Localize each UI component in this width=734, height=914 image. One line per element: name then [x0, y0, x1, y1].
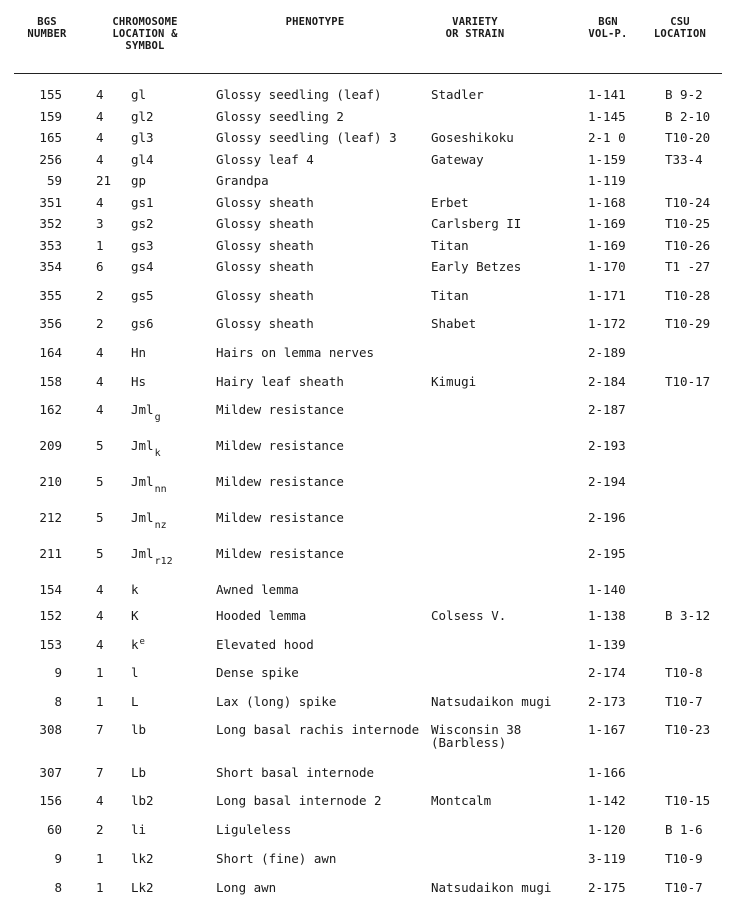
csu-location-cell: T10-24: [665, 195, 711, 210]
csu-location-cell: T1 -27: [665, 259, 711, 274]
chromosome-cell: 4: [96, 793, 104, 808]
phenotype-cell: Grandpa: [216, 173, 269, 188]
chromosome-cell: 4: [96, 374, 104, 389]
bgs-number-cell: 308: [39, 722, 62, 737]
table-row: [0, 195, 734, 211]
chromosome-cell: 2: [96, 316, 104, 331]
bgs-number-cell: 8: [54, 694, 62, 709]
symbol-base: gs6: [131, 316, 154, 331]
csu-location-cell: T10-29: [665, 316, 711, 331]
symbol-cell: [131, 546, 173, 567]
symbol-cell: [131, 608, 139, 624]
symbol-base: lb: [131, 722, 147, 737]
chromosome-cell: 5: [96, 546, 104, 561]
symbol-base: li: [131, 822, 147, 837]
symbol-cell: [131, 259, 154, 275]
csu-location-cell: B 1-6: [665, 822, 703, 837]
bgn-volume-cell: 1-139: [588, 637, 626, 652]
chromosome-cell: 4: [96, 195, 104, 210]
chromosome-cell: 1: [96, 665, 104, 680]
bgs-number-cell: 156: [39, 793, 62, 808]
column-header-bgn: BGN VOL-P.: [588, 16, 628, 40]
phenotype-cell: Mildew resistance: [216, 510, 344, 525]
bgs-number-cell: 165: [39, 130, 62, 145]
phenotype-cell: Glossy sheath: [216, 316, 314, 331]
symbol-cell: [131, 152, 154, 168]
table-row: [0, 880, 734, 896]
table-row: [0, 582, 734, 598]
bgs-number-cell: 211: [39, 546, 62, 561]
symbol-base: Jml: [131, 438, 154, 453]
phenotype-cell: Dense spike: [216, 665, 299, 680]
bgs-number-cell: 9: [54, 851, 62, 866]
variety-cell: Kimugi: [431, 374, 477, 389]
bgn-volume-cell: 2-193: [588, 438, 626, 453]
chromosome-cell: 4: [96, 608, 104, 623]
bgn-volume-cell: 1-169: [588, 216, 626, 231]
symbol-cell: [131, 130, 154, 146]
csu-location-cell: T10-7: [665, 880, 703, 895]
symbol-cell: [131, 694, 139, 710]
symbol-cell: [131, 374, 146, 390]
csu-location-cell: B 2-10: [665, 109, 711, 124]
chromosome-cell: 4: [96, 582, 104, 597]
symbol-superscript: e: [139, 637, 145, 647]
table-row: [0, 130, 734, 146]
column-header-bgs-number: BGS NUMBER: [27, 16, 67, 40]
symbol-base: gs3: [131, 238, 154, 253]
symbol-base: gl: [131, 87, 147, 102]
variety-cell: Early Betzes: [431, 259, 522, 274]
phenotype-cell: Long awn: [216, 880, 277, 895]
symbol-base: k: [131, 637, 139, 652]
symbol-base: Jml: [131, 510, 154, 525]
variety-cell: Colsess V.: [431, 608, 507, 623]
table-row: [0, 87, 734, 103]
bgn-volume-cell: 2-174: [588, 665, 626, 680]
phenotype-cell: Elevated hood: [216, 637, 314, 652]
chromosome-cell: 5: [96, 438, 104, 453]
symbol-cell: [131, 216, 154, 232]
symbol-subscript: nz: [154, 520, 167, 531]
table-row: [0, 765, 734, 781]
symbol-cell: [131, 637, 145, 655]
symbol-base: Hs: [131, 374, 147, 389]
bgn-volume-cell: 2-184: [588, 374, 626, 389]
phenotype-cell: Glossy seedling (leaf): [216, 87, 382, 102]
symbol-base: gs2: [131, 216, 154, 231]
chromosome-cell: 4: [96, 345, 104, 360]
chromosome-cell: 4: [96, 637, 104, 652]
chromosome-cell: 7: [96, 722, 104, 737]
symbol-subscript: k: [154, 448, 161, 459]
variety-cell: Natsudaikon mugi: [431, 880, 552, 895]
bgs-number-cell: 209: [39, 438, 62, 453]
chromosome-cell: 5: [96, 510, 104, 525]
symbol-cell: [131, 765, 146, 781]
symbol-base: lk2: [131, 851, 154, 866]
phenotype-cell: Lax (long) spike: [216, 694, 337, 709]
phenotype-cell: Hooded lemma: [216, 608, 307, 623]
symbol-base: lb2: [131, 793, 154, 808]
symbol-base: gl2: [131, 109, 154, 124]
bgn-volume-cell: 1-159: [588, 152, 626, 167]
bgs-number-cell: 307: [39, 765, 62, 780]
chromosome-cell: 4: [96, 152, 104, 167]
csu-location-cell: T33-4: [665, 152, 703, 167]
chromosome-cell: 4: [96, 109, 104, 124]
symbol-cell: [131, 87, 146, 103]
bgn-volume-cell: 2-194: [588, 474, 626, 489]
csu-location-cell: T10-25: [665, 216, 711, 231]
bgs-number-cell: 154: [39, 582, 62, 597]
csu-location-cell: T10-7: [665, 694, 703, 709]
bgs-number-cell: 210: [39, 474, 62, 489]
symbol-cell: [131, 288, 154, 304]
table-row: [0, 637, 734, 653]
phenotype-cell: Glossy seedling 2: [216, 109, 344, 124]
bgs-number-cell: 9: [54, 665, 62, 680]
table-row: [0, 694, 734, 710]
phenotype-cell: Short basal internode: [216, 765, 375, 780]
chromosome-cell: 7: [96, 765, 104, 780]
bgn-volume-cell: 1-166: [588, 765, 626, 780]
bgs-number-cell: 8: [54, 880, 62, 895]
symbol-base: K: [131, 608, 139, 623]
bgs-number-cell: 356: [39, 316, 62, 331]
variety-cell: Montcalm: [431, 793, 492, 808]
table-row: [0, 793, 734, 809]
variety-cell: Wisconsin 38 (Barbless): [431, 722, 522, 750]
table-row: [0, 288, 734, 304]
symbol-base: Jml: [131, 402, 154, 417]
table-row: [0, 546, 734, 567]
symbol-base: Lk2: [131, 880, 154, 895]
symbol-base: l: [131, 665, 139, 680]
csu-location-cell: B 9-2: [665, 87, 703, 102]
symbol-base: gs1: [131, 195, 154, 210]
variety-cell: Stadler: [431, 87, 484, 102]
bgn-volume-cell: 2-187: [588, 402, 626, 417]
variety-cell: Goseshikoku: [431, 130, 514, 145]
variety-cell: Shabet: [431, 316, 477, 331]
chromosome-cell: 1: [96, 694, 104, 709]
bgn-volume-cell: 1-138: [588, 608, 626, 623]
bgn-volume-cell: 1-141: [588, 87, 626, 102]
table-row: [0, 259, 734, 275]
bgs-number-cell: 60: [46, 822, 62, 837]
bgs-number-cell: 352: [39, 216, 62, 231]
csu-location-cell: T10-26: [665, 238, 711, 253]
csu-location-cell: T10-23: [665, 722, 711, 737]
header-rule: [14, 73, 722, 74]
csu-location-cell: T10-28: [665, 288, 711, 303]
bgn-volume-cell: 2-196: [588, 510, 626, 525]
bgn-volume-cell: 1-172: [588, 316, 626, 331]
table-row: [0, 722, 734, 750]
table-row: [0, 374, 734, 390]
phenotype-cell: Glossy leaf 4: [216, 152, 314, 167]
table-row: [0, 510, 734, 531]
bgn-volume-cell: 3-119: [588, 851, 626, 866]
phenotype-cell: Mildew resistance: [216, 402, 344, 417]
bgs-number-cell: 212: [39, 510, 62, 525]
symbol-base: gl4: [131, 152, 154, 167]
symbol-base: L: [131, 694, 139, 709]
chromosome-cell: 4: [96, 130, 104, 145]
symbol-cell: [131, 195, 154, 211]
phenotype-cell: Mildew resistance: [216, 546, 344, 561]
bgn-volume-cell: 2-1 0: [588, 130, 626, 145]
table-row: [0, 822, 734, 838]
table-row: [0, 152, 734, 168]
chromosome-cell: 2: [96, 288, 104, 303]
bgn-volume-cell: 1-119: [588, 173, 626, 188]
chromosome-cell: 1: [96, 238, 104, 253]
phenotype-cell: Long basal rachis internode: [216, 722, 420, 737]
bgn-volume-cell: 1-145: [588, 109, 626, 124]
table-row: [0, 402, 734, 423]
phenotype-cell: Long basal internode 2: [216, 793, 382, 808]
bgn-volume-cell: 1-167: [588, 722, 626, 737]
table-row: [0, 316, 734, 332]
bgn-volume-cell: 1-170: [588, 259, 626, 274]
phenotype-cell: Hairy leaf sheath: [216, 374, 344, 389]
csu-location-cell: T10-8: [665, 665, 703, 680]
bgs-number-cell: 158: [39, 374, 62, 389]
column-header-csu: CSU LOCATION: [653, 16, 707, 40]
table-row: [0, 665, 734, 681]
phenotype-cell: Glossy seedling (leaf) 3: [216, 130, 397, 145]
bgn-volume-cell: 2-189: [588, 345, 626, 360]
variety-cell: Titan: [431, 288, 469, 303]
symbol-base: gp: [131, 173, 147, 188]
table-row: [0, 238, 734, 254]
phenotype-cell: Glossy sheath: [216, 216, 314, 231]
table-row: [0, 608, 734, 624]
csu-location-cell: T10-15: [665, 793, 711, 808]
symbol-cell: [131, 345, 146, 361]
symbol-cell: [131, 582, 139, 598]
symbol-base: gl3: [131, 130, 154, 145]
bgn-volume-cell: 2-173: [588, 694, 626, 709]
symbol-cell: [131, 173, 146, 189]
chromosome-cell: 5: [96, 474, 104, 489]
phenotype-cell: Mildew resistance: [216, 438, 344, 453]
symbol-base: gs5: [131, 288, 154, 303]
bgs-number-cell: 162: [39, 402, 62, 417]
symbol-base: Jml: [131, 474, 154, 489]
symbol-cell: [131, 822, 146, 838]
csu-location-cell: B 3-12: [665, 608, 711, 623]
bgs-number-cell: 155: [39, 87, 62, 102]
symbol-cell: [131, 109, 154, 125]
symbol-cell: [131, 474, 167, 495]
bgn-volume-cell: 1-169: [588, 238, 626, 253]
table-row: [0, 851, 734, 867]
column-header-chromosome: CHROMOSOME LOCATION & SYMBOL: [112, 16, 178, 52]
symbol-base: Lb: [131, 765, 147, 780]
variety-cell: Titan: [431, 238, 469, 253]
csu-location-cell: T10-20: [665, 130, 711, 145]
bgn-volume-cell: 1-140: [588, 582, 626, 597]
symbol-cell: [131, 880, 154, 896]
bgn-volume-cell: 1-120: [588, 822, 626, 837]
symbol-cell: [131, 316, 154, 332]
table-row: [0, 474, 734, 495]
bgs-number-cell: 59: [46, 173, 62, 188]
chromosome-cell: 1: [96, 880, 104, 895]
bgn-volume-cell: 1-142: [588, 793, 626, 808]
bgs-number-cell: 355: [39, 288, 62, 303]
bgn-volume-cell: 2-175: [588, 880, 626, 895]
bgs-number-cell: 351: [39, 195, 62, 210]
symbol-cell: [131, 793, 154, 809]
phenotype-cell: Glossy sheath: [216, 288, 314, 303]
table-row: [0, 173, 734, 189]
bgs-number-cell: 353: [39, 238, 62, 253]
chromosome-cell: 3: [96, 216, 104, 231]
phenotype-cell: Awned lemma: [216, 582, 299, 597]
bgs-number-cell: 153: [39, 637, 62, 652]
bgs-number-cell: 159: [39, 109, 62, 124]
variety-cell: Natsudaikon mugi: [431, 694, 552, 709]
symbol-cell: [131, 438, 161, 459]
chromosome-cell: 2: [96, 822, 104, 837]
csu-location-cell: T10-9: [665, 851, 703, 866]
table-row: [0, 109, 734, 125]
symbol-subscript: g: [154, 412, 161, 423]
symbol-cell: [131, 665, 139, 681]
phenotype-cell: Mildew resistance: [216, 474, 344, 489]
symbol-subscript: nn: [154, 484, 167, 495]
symbol-base: gs4: [131, 259, 154, 274]
chromosome-cell: 4: [96, 87, 104, 102]
phenotype-cell: Glossy sheath: [216, 238, 314, 253]
phenotype-cell: Glossy sheath: [216, 259, 314, 274]
symbol-cell: [131, 402, 161, 423]
bgn-volume-cell: 2-195: [588, 546, 626, 561]
bgn-volume-cell: 1-168: [588, 195, 626, 210]
symbol-cell: [131, 238, 154, 254]
phenotype-cell: Hairs on lemma nerves: [216, 345, 375, 360]
chromosome-cell: 21: [96, 173, 112, 188]
variety-cell: Erbet: [431, 195, 469, 210]
symbol-base: Hn: [131, 345, 147, 360]
column-header-phenotype: PHENOTYPE: [285, 16, 345, 28]
symbol-cell: [131, 722, 146, 738]
variety-cell: Gateway: [431, 152, 484, 167]
symbol-cell: [131, 510, 167, 531]
phenotype-cell: Glossy sheath: [216, 195, 314, 210]
phenotype-cell: Short (fine) awn: [216, 851, 337, 866]
variety-cell: Carlsberg II: [431, 216, 522, 231]
symbol-base: Jml: [131, 546, 154, 561]
symbol-cell: [131, 851, 154, 867]
chromosome-cell: 6: [96, 259, 104, 274]
bgs-number-cell: 354: [39, 259, 62, 274]
bgs-number-cell: 164: [39, 345, 62, 360]
csu-location-cell: T10-17: [665, 374, 711, 389]
chromosome-cell: 4: [96, 402, 104, 417]
column-header-variety: VARIETY OR STRAIN: [445, 16, 505, 40]
symbol-base: k: [131, 582, 139, 597]
table-row: [0, 345, 734, 361]
chromosome-cell: 1: [96, 851, 104, 866]
symbol-subscript: r12: [154, 556, 173, 567]
bgs-number-cell: 152: [39, 608, 62, 623]
bgn-volume-cell: 1-171: [588, 288, 626, 303]
table-row: [0, 216, 734, 232]
table-row: [0, 438, 734, 459]
bgs-number-cell: 256: [39, 152, 62, 167]
phenotype-cell: Liguleless: [216, 822, 292, 837]
